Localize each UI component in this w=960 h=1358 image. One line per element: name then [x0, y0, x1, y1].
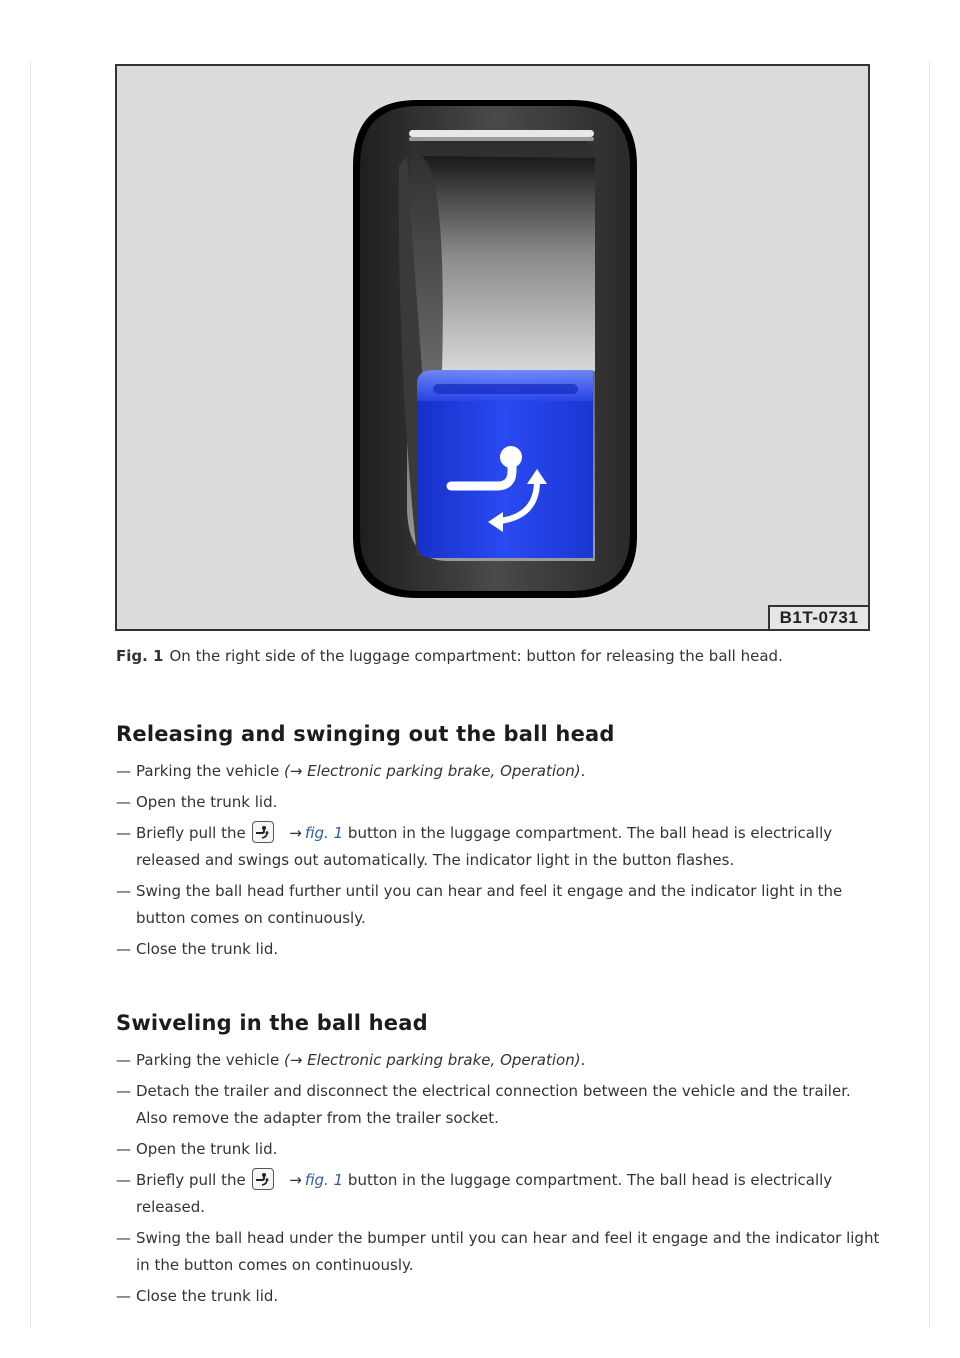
step-dash: —: [116, 882, 131, 900]
arrow-glyph: →: [289, 1171, 302, 1189]
fig-link[interactable]: fig. 1: [304, 1171, 344, 1189]
reference-link[interactable]: (→ Electronic parking brake, Operation): [283, 762, 581, 780]
steps-releasing: [116, 758, 886, 967]
step-text: Swing the ball head further until you can hear and feel it engage and the indicator light in the button comes on continuously.: [136, 882, 843, 927]
section-title-releasing: Releasing and swinging out the ball head: [116, 722, 615, 746]
step-text: .: [580, 762, 586, 780]
left-margin-rule: [30, 62, 31, 1328]
reference-link[interactable]: (→ Electronic parking brake, Operation): [283, 1051, 581, 1069]
step-text: Briefly pull the: [136, 824, 246, 842]
step-dash: —: [116, 1171, 131, 1189]
figure-ball-head-button: [115, 64, 870, 631]
step-text: Parking the vehicle: [136, 1051, 280, 1069]
figure-caption: [116, 647, 783, 665]
step-text: Close the trunk lid.: [136, 1287, 279, 1305]
step-item: [116, 1047, 886, 1074]
step-item: [116, 1136, 886, 1163]
step-item: [116, 878, 886, 932]
arrow-glyph: →: [289, 824, 302, 842]
step-dash: —: [116, 1287, 131, 1305]
step-item: [116, 936, 886, 963]
step-text: Close the trunk lid.: [136, 940, 279, 958]
steps-swiveling: [116, 1047, 886, 1314]
step-dash: —: [116, 1229, 131, 1247]
step-dash: —: [116, 1082, 131, 1100]
step-text: Briefly pull the: [136, 1171, 246, 1189]
figure-label: Fig. 1: [116, 647, 164, 665]
figure-caption-text: On the right side of the luggage compartment: button for releasing the ball head.: [169, 647, 783, 665]
ball-head-button-illustration: [117, 66, 868, 629]
step-text: Detach the trailer and disconnect the electrical connection between the vehicle and the trailer. Also remove the adapter from the trailer socket.: [136, 1082, 851, 1127]
step-text: button in the luggage compartment. The ball head is electrically released and swings out automatically. The indicator light in the button flashes.: [136, 824, 833, 869]
step-text: .: [580, 1051, 586, 1069]
step-item: [116, 820, 886, 874]
step-dash: —: [116, 762, 131, 780]
step-dash: —: [116, 793, 131, 811]
step-item: [116, 1078, 886, 1132]
step-text: Parking the vehicle: [136, 762, 280, 780]
tow-ball-release-icon: [252, 821, 274, 843]
step-text: Open the trunk lid.: [136, 793, 278, 811]
step-dash: —: [116, 1051, 131, 1069]
step-item: [116, 758, 886, 785]
figure-code: B1T-0731: [768, 605, 870, 631]
step-text: button in the luggage compartment. The ball head is electrically released.: [136, 1171, 833, 1216]
step-dash: —: [116, 1140, 131, 1158]
section-title-swiveling: Swiveling in the ball head: [116, 1011, 428, 1035]
step-item: [116, 1167, 886, 1221]
fig-link[interactable]: fig. 1: [304, 824, 344, 842]
step-text: Swing the ball head under the bumper until you can hear and feel it engage and the indicator light in the button comes on continuously.: [136, 1229, 880, 1274]
step-dash: —: [116, 824, 131, 842]
step-item: [116, 789, 886, 816]
step-text: Open the trunk lid.: [136, 1140, 278, 1158]
tow-ball-release-icon: [252, 1168, 274, 1190]
right-margin-rule: [929, 62, 930, 1328]
step-item: [116, 1225, 886, 1279]
step-dash: —: [116, 940, 131, 958]
step-item: [116, 1283, 886, 1310]
